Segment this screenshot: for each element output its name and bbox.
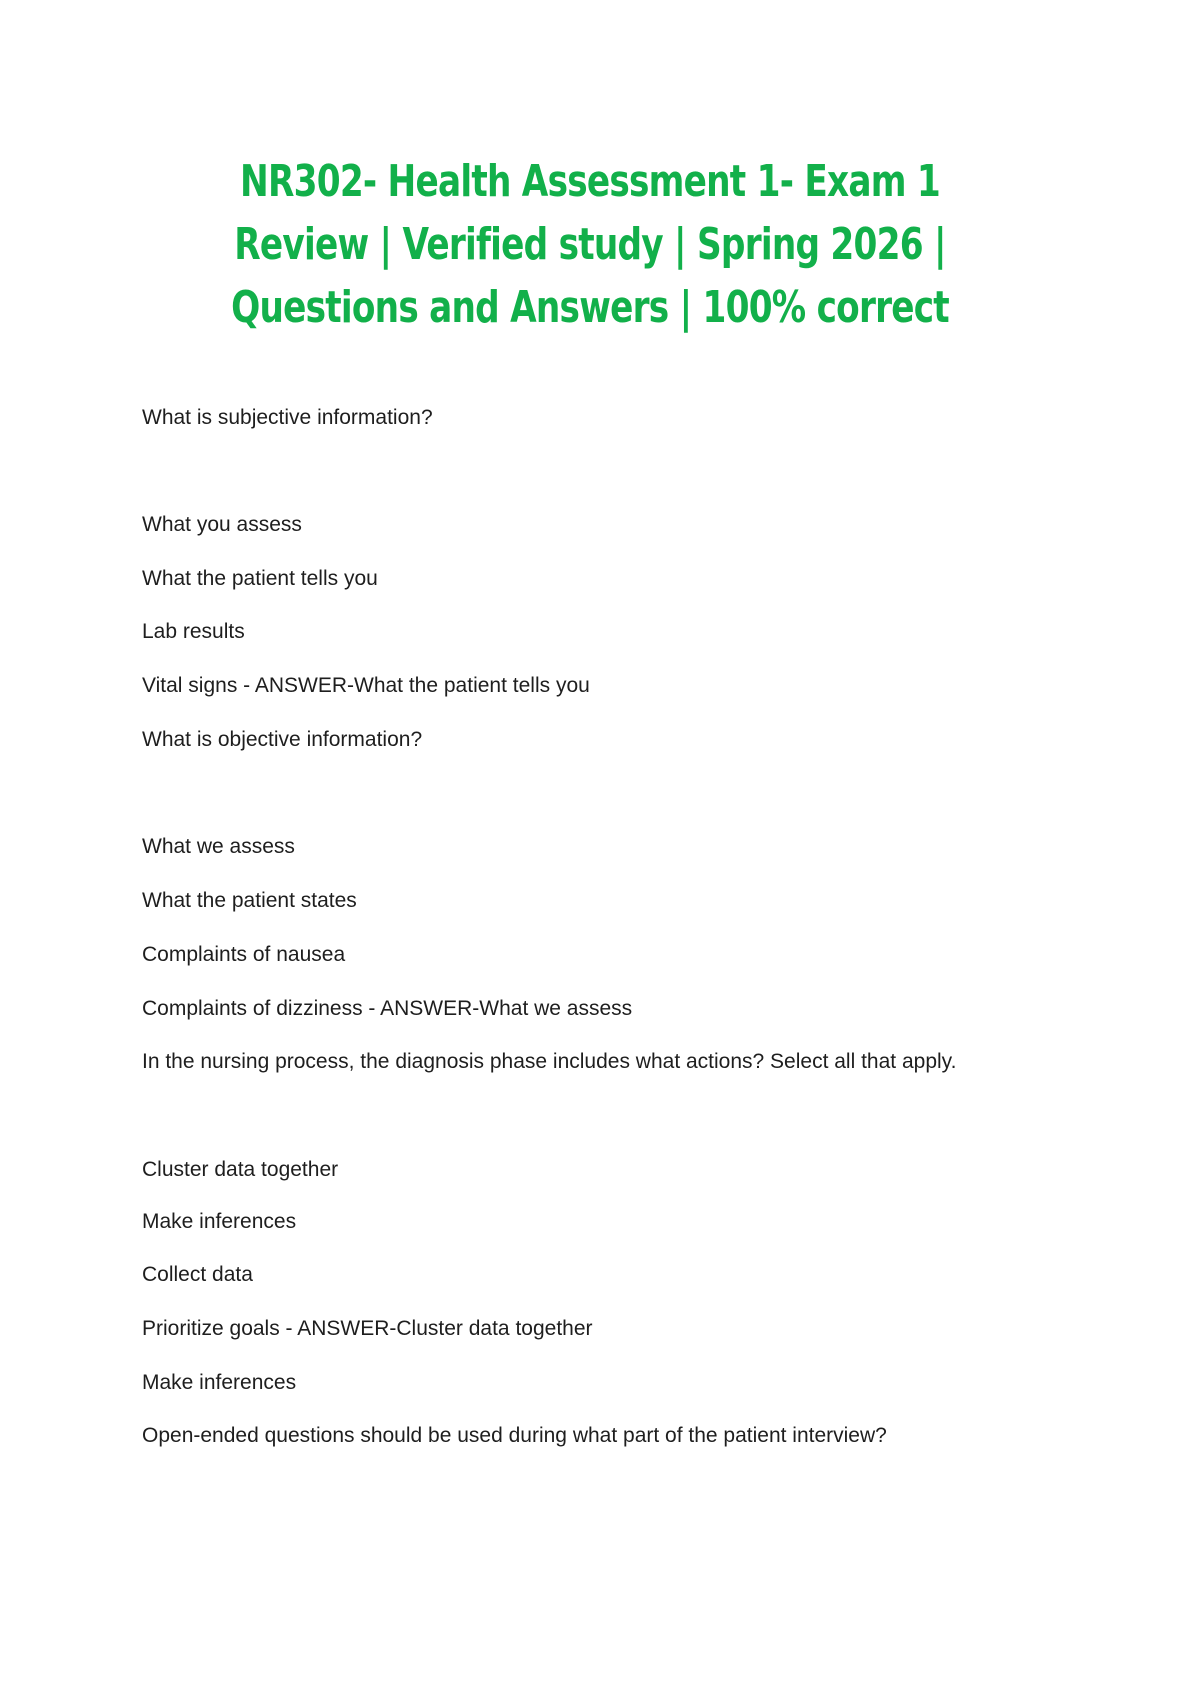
option-line: Collect data: [142, 1263, 253, 1286]
question-diagnosis-phase: In the nursing process, the diagnosis phase includes what actions? Select all that apply.: [142, 1050, 957, 1073]
option-line: What we assess: [142, 835, 295, 858]
option-line: What the patient tells you: [142, 567, 378, 590]
option-line: What the patient states: [142, 889, 357, 912]
option-line: What you assess: [142, 513, 302, 536]
answer-line: Complaints of dizziness - ANSWER-What we assess: [142, 997, 633, 1020]
question-objective: What is objective information?: [142, 728, 423, 751]
question-subjective: What is subjective information?: [142, 406, 433, 429]
option-line: Lab results: [142, 620, 245, 643]
document-title: NR302- Health Assessment 1- Exam 1 Review | Verified study | Spring 2026 | Questions and Answers | 100% correct: [231, 156, 949, 333]
option-line: Cluster data together: [142, 1158, 339, 1181]
answer-line: Prioritize goals - ANSWER-Cluster data together: [142, 1317, 593, 1340]
question-open-ended: Open-ended questions should be used during what part of the patient interview?: [142, 1424, 887, 1447]
option-line: Make inferences: [142, 1210, 297, 1233]
answer-line: Vital signs - ANSWER-What the patient tells you: [142, 674, 590, 697]
option-line: Make inferences: [142, 1371, 297, 1394]
option-line: Complaints of nausea: [142, 943, 346, 966]
